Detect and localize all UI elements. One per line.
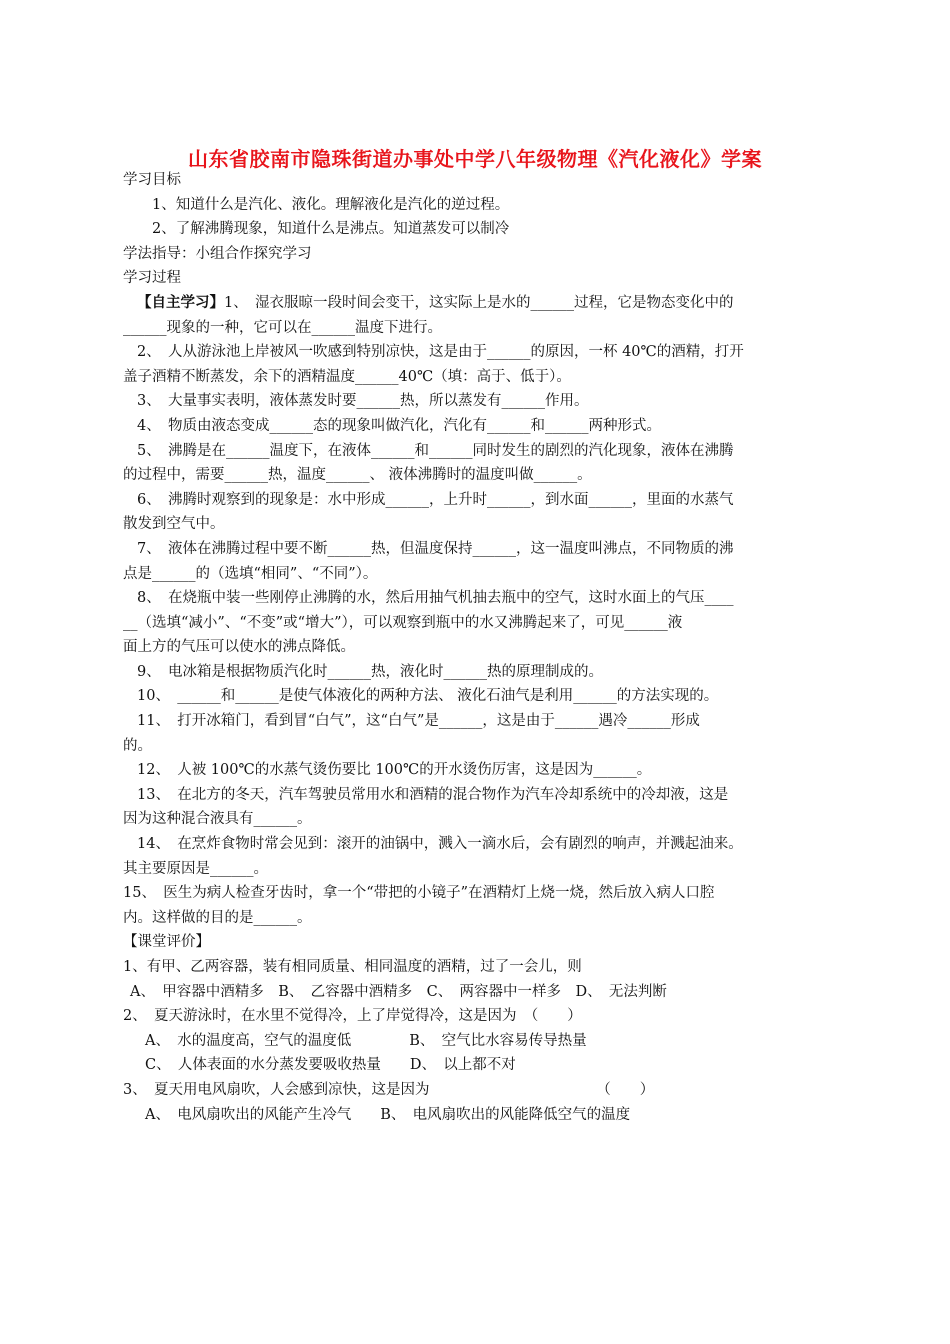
line-text: A、 电风扇吹出的风能产生冷气 B、 电风扇吹出的风能降低空气的温度 xyxy=(145,1106,631,1123)
line-text: 点是______的（选填“相同”、“不同”）。 xyxy=(123,565,378,582)
line-text: 2、 人从游泳池上岸被风一吹感到特别凉快，这是由于______的原因，一杯 40℃的酒精，打开 xyxy=(137,344,744,361)
line-text: 6、 沸腾时观察到的现象是：水中形成______，上升时______，到水面______，里面的水蒸气 xyxy=(137,491,734,508)
line-text: 盖子酒精不断蒸发，余下的酒精温度______40℃（填：高于、低于）。 xyxy=(123,368,571,385)
line-text: 2、了解沸腾现象，知道什么是沸点。知道蒸发可以制冷 xyxy=(152,221,510,238)
line-text: 的。 xyxy=(123,737,152,754)
text-line xyxy=(123,709,813,734)
document-title: 山东省胶南市隐珠街道办事处中学八年级物理《汽化液化》学案 xyxy=(188,147,762,171)
line-text: 14、 在烹炸食物时常会见到：滚开的油锅中，溅入一滴水后，会有剧烈的响声，并溅起油来。 xyxy=(137,836,743,853)
section-label: 【自主学习】 xyxy=(137,293,224,311)
text-line xyxy=(123,1004,813,1029)
text-line xyxy=(123,562,813,587)
text-line xyxy=(123,807,813,832)
text-line xyxy=(123,439,813,464)
line-text: 3、 夏天用电风扇吹，人会感到凉快，这是因为 （ ） xyxy=(123,1081,655,1098)
line-text: C、 人体表面的水分蒸发要吸收热量 D、 以上都不对 xyxy=(145,1057,516,1074)
text-line xyxy=(123,832,813,857)
line-text: A、 水的温度高，空气的温度低 B、 空气比水容易传导热量 xyxy=(145,1032,587,1049)
line-text: 12、 人被 100℃的水蒸气烫伤要比 100℃的开水烫伤厉害，这是因为______。 xyxy=(137,762,652,779)
text-line xyxy=(123,857,813,882)
text-line xyxy=(123,463,813,488)
text-line xyxy=(123,635,813,660)
line-text: A、 甲容器中酒精多 B、 乙容器中酒精多 C、 两容器中一样多 D、 无法判断 xyxy=(130,983,667,1000)
text-line xyxy=(123,1103,813,1128)
text-line xyxy=(123,168,813,193)
text-line xyxy=(123,217,813,242)
line-text: 内。这样做的目的是______。 xyxy=(123,909,312,926)
text-line xyxy=(123,758,813,783)
line-text: 7、 液体在沸腾过程中要不断______热，但温度保持______，这一温度叫沸点，不同物质的沸 xyxy=(137,540,734,557)
text-line xyxy=(123,906,813,931)
text-line xyxy=(123,1053,813,1078)
text-line xyxy=(123,291,813,316)
line-text: 因为这种混合液具有______。 xyxy=(123,811,312,828)
text-line xyxy=(123,734,813,759)
text-line xyxy=(123,1078,813,1103)
text-line xyxy=(123,660,813,685)
line-text: 13、 在北方的冬天，汽车驾驶员常用水和酒精的混合物作为汽车冷却系统中的冷却液，这是 xyxy=(137,786,729,803)
line-text: 散发到空气中。 xyxy=(123,516,225,533)
text-line xyxy=(123,389,813,414)
text-line xyxy=(123,512,813,537)
line-text: 【课堂评价】 xyxy=(123,934,210,951)
text-line xyxy=(123,488,813,513)
line-text: 9、 电冰箱是根据物质汽化时______热，液化时______热的原理制成的。 xyxy=(137,663,603,680)
text-line xyxy=(123,881,813,906)
text-line xyxy=(123,980,813,1005)
text-line xyxy=(123,414,813,439)
line-text: 10、 ______和______是使气体液化的两种方法、 液化石油气是利用______的方法实现的。 xyxy=(137,688,719,705)
line-text: 其主要原因是______。 xyxy=(123,860,268,877)
line-text: 学法指导：小组合作探究学习 xyxy=(123,245,312,262)
text-line xyxy=(123,537,813,562)
text-line xyxy=(123,266,813,291)
text-line xyxy=(123,955,813,980)
line-text: 1、有甲、乙两容器，装有相同质量、相同温度的酒精，过了一会儿，则 xyxy=(123,959,582,975)
line-text: 4、 物质由液态变成______态的现象叫做汽化，汽化有______和______两种形式。 xyxy=(137,417,661,434)
text-line xyxy=(123,1029,813,1054)
text-line xyxy=(123,316,813,341)
line-text: 的过程中，需要______热，温度______、 液体沸腾时的温度叫做______。 xyxy=(123,467,592,484)
text-line xyxy=(123,340,813,365)
line-text: 3、 大量事实表明，液体蒸发时要______热，所以蒸发有______作用。 xyxy=(137,393,589,410)
line-text: 面上方的气压可以使水的沸点降低。 xyxy=(123,639,355,656)
line-text: 1、 湿衣服晾一段时间会变干，这实际上是水的______过程，它是物态变化中的 xyxy=(224,294,734,311)
line-text: 8、 在烧瓶中装一些刚停止沸腾的水，然后用抽气机抽去瓶中的空气，这时水面上的气压____ xyxy=(137,590,734,607)
line-text: 1、知道什么是汽化、液化。理解液化是汽化的逆过程。 xyxy=(152,196,510,213)
line-text: 2、 夏天游泳时，在水里不觉得冷，上了岸觉得冷，这是因为 （ ） xyxy=(123,1008,582,1025)
text-line xyxy=(123,193,813,218)
line-text: ______现象的一种，它可以在______温度下进行。 xyxy=(123,319,442,336)
line-text: 15、 医生为病人检查牙齿时，拿一个“带把的小镜子”在酒精灯上烧一烧，然后放入病人口腔 xyxy=(123,885,715,902)
line-text: 5、 沸腾是在______温度下，在液体______和______同时发生的剧烈的汽化现象，液体在沸腾 xyxy=(137,442,734,459)
line-text: 学习过程 xyxy=(123,270,181,287)
line-text: __（选填“减小”、“不变”或“增大”），可以观察到瓶中的水又沸腾起来了，可见______液 xyxy=(123,614,683,631)
document-body xyxy=(123,168,813,1127)
text-line xyxy=(123,365,813,390)
text-line xyxy=(123,611,813,636)
text-line xyxy=(123,684,813,709)
line-text: 11、 打开冰箱门，看到冒“白气”，这“白气”是______，这是由于______遇冷______形成 xyxy=(137,713,700,730)
text-line xyxy=(123,242,813,267)
text-line xyxy=(123,586,813,611)
line-text: 学习目标 xyxy=(123,172,181,188)
text-line xyxy=(123,930,813,955)
text-line xyxy=(123,783,813,808)
